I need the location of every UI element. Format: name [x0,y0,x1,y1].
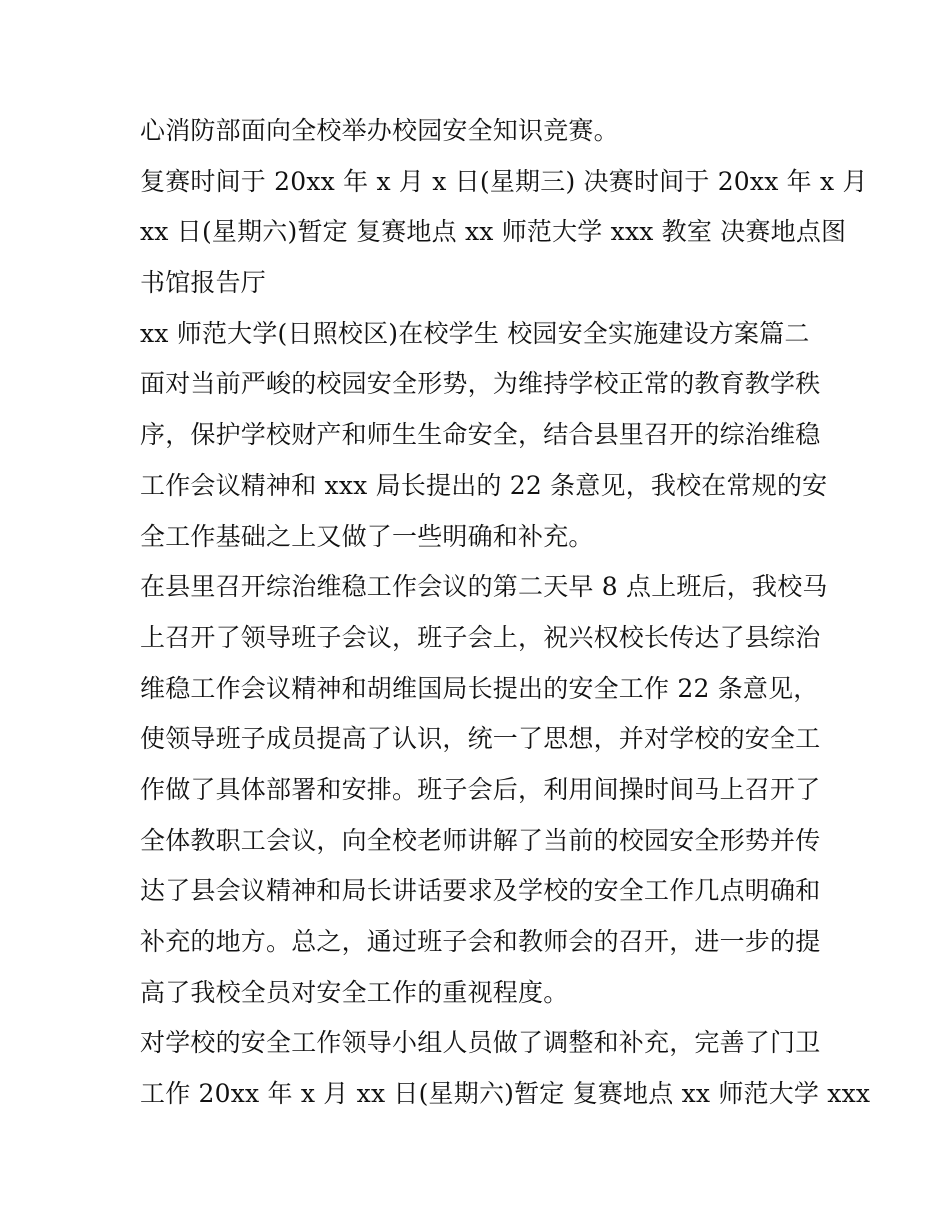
text-line: 全工作基础之上又做了一些明确和补充。 [140,521,594,551]
text-line: 对学校的安全工作领导小组人员做了调整和补充，完善了门卫 [140,1028,821,1058]
text-line: 书馆报告厅 [140,268,267,298]
text-line: 补充的地方。总之，通过班子会和教师会的召开，进一步的提 [140,927,821,956]
text-line: 工作会议精神和 xxx 局长提出的 22 条意见，我校在常规的安 [140,470,828,500]
text-line: 工作 20xx 年 x 月 xx 日(星期六)暂定 复赛地点 xx 师范大学 xxx [140,1079,871,1109]
document-body [140,106,871,1120]
text-line: xx 日(星期六)暂定 复赛地点 xx 师范大学 xxx 教室 决赛地点图 [140,217,847,247]
text-line: 作做了具体部署和安排。班子会后，利用间操时间马上召开了 [140,774,821,804]
text-line: 上召开了领导班子会议，班子会上，祝兴权校长传达了县综治 [140,622,821,652]
text-line: 复赛时间于 20xx 年 x 月 x 日(星期三) 决赛时间于 20xx 年 x 月 [140,166,868,196]
text-line: 在县里召开综治维稳工作会议的第二天早 8 点上班后，我校马 [140,572,828,602]
text-line: 高了我校全员对安全工作的重视程度。 [140,977,569,1007]
text-line: 达了县会议精神和局长讲话要求及学校的安全工作几点明确和 [140,876,821,906]
text-line: 面对当前严峻的校园安全形势，为维持学校正常的教育教学秩 [140,369,821,399]
text-line: 使领导班子成员提高了认识，统一了思想，并对学校的安全工 [140,724,821,754]
text-line: 维稳工作会议精神和胡维国局长提出的安全工作 22 条意见， [140,673,819,703]
text-line: 序，保护学校财产和师生生命安全，结合县里召开的综治维稳 [140,420,821,450]
text-line: xx 师范大学(日照校区)在校学生 校园安全实施建设方案篇二 [140,318,810,348]
text-line: 全体教职工会议，向全校老师讲解了当前的校园安全形势并传 [140,825,821,855]
text-line: 心消防部面向全校举办校园安全知识竞赛。 [140,116,619,145]
